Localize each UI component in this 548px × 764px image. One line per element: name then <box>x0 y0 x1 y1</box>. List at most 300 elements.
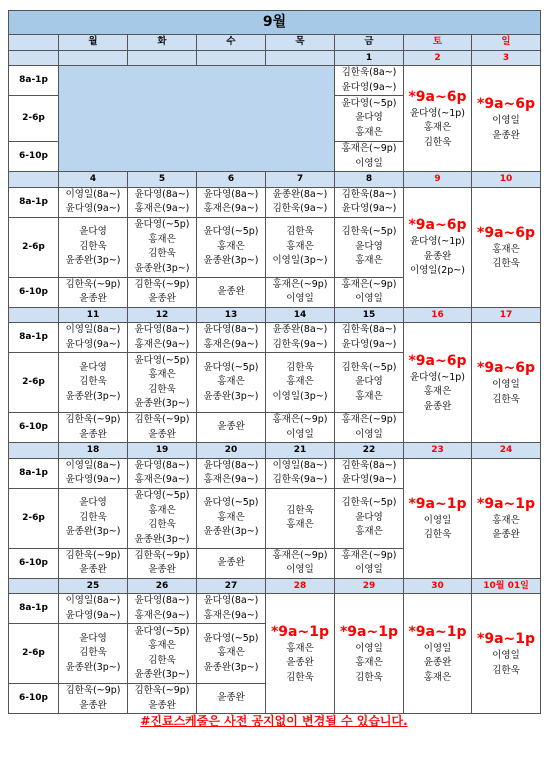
staff-entry: 윤다영 <box>355 112 383 124</box>
staff-entry: 김한욱(~9p) <box>65 549 121 561</box>
staff-entry: 윤다영 <box>79 361 107 373</box>
staff-entry: 윤종완(3p~) <box>65 661 121 673</box>
staff-entry: 윤다영(~1p) <box>410 236 465 248</box>
slot-row-am <box>9 323 541 353</box>
day-slot-cell <box>335 323 404 353</box>
staff-entry: 김한욱(9a~) <box>272 474 328 485</box>
day-slot-cell <box>335 548 404 578</box>
date-cell: 8 <box>335 172 404 188</box>
weekday-header: 일 <box>472 35 541 51</box>
staff-entry: 윤다영(8a~) <box>134 324 190 335</box>
staff-entry: 윤다영(9a~) <box>341 338 397 350</box>
staff-entry: 김한욱(9a~) <box>272 203 328 214</box>
staff-entry: 윤다영(8a~) <box>203 459 259 471</box>
day-slot-cell <box>266 353 335 413</box>
day-slot-cell <box>128 594 197 624</box>
staff-entry: 홍재은 <box>355 126 383 138</box>
time-slot-label: 2-6p <box>9 488 59 548</box>
staff-entry: 김한욱 <box>423 136 452 148</box>
staff-entry: 김한욱 <box>286 671 314 683</box>
staff-entry: 홍재은 <box>286 240 314 252</box>
month-title: 9월 <box>9 11 541 35</box>
date-cell: 10 <box>472 172 541 188</box>
staff-entry: 윤종완 <box>79 428 107 440</box>
date-corner <box>9 443 59 459</box>
staff-entry: 윤다영(~5p) <box>341 97 397 109</box>
staff-entry: 홍재은 <box>355 390 383 402</box>
day-slot-cell <box>59 187 128 217</box>
weekend-hours: *9a~1p <box>477 495 536 512</box>
date-cell <box>59 50 128 66</box>
monthly-schedule-table <box>8 10 541 714</box>
date-cell <box>197 50 266 66</box>
staff-entry: 홍재은(~9p) <box>341 414 397 425</box>
day-slot-cell <box>197 187 266 217</box>
time-slot-label: 8a-1p <box>9 187 59 217</box>
staff-entry: 홍재은(9a~) <box>203 474 259 485</box>
date-cell: 30 <box>404 578 472 594</box>
weekend-day-cell <box>472 323 541 443</box>
day-slot-cell <box>266 277 335 307</box>
staff-entry: 김한욱 <box>286 226 314 238</box>
staff-entry: 이영일 <box>286 428 314 440</box>
day-slot-cell <box>128 624 197 684</box>
title-row <box>9 11 541 35</box>
date-cell: 9 <box>404 172 472 188</box>
staff-entry: 김한욱(~9p) <box>65 685 121 696</box>
day-slot-cell <box>197 217 266 277</box>
day-slot-cell <box>197 488 266 548</box>
day-slot-cell <box>59 277 128 307</box>
staff-entry: 김한욱 <box>148 248 176 259</box>
time-slot-label: 2-6p <box>9 624 59 684</box>
time-slot-label: 6-10p <box>9 142 59 172</box>
staff-entry: 김한욱(8a~) <box>341 459 397 471</box>
staff-entry: 이영일 <box>355 428 383 440</box>
staff-entry: 김한욱 <box>423 529 452 540</box>
staff-entry: 윤다영(8a~) <box>134 459 190 471</box>
day-slot-cell <box>59 323 128 353</box>
staff-entry: 김한욱(~9p) <box>134 685 190 696</box>
staff-entry: 윤다영(8a~) <box>134 595 190 606</box>
day-slot-cell <box>335 488 404 548</box>
staff-entry: 이영일 <box>286 293 314 304</box>
weekday-header: 화 <box>128 35 197 51</box>
time-slot-label: 8a-1p <box>9 458 59 488</box>
time-slot-label: 6-10p <box>9 413 59 443</box>
date-corner <box>9 307 59 323</box>
date-cell: 1 <box>335 50 404 66</box>
date-cell: 12 <box>128 307 197 323</box>
day-slot-cell <box>197 548 266 578</box>
staff-entry: 홍재은 <box>355 255 383 267</box>
staff-entry: 홍재은(~9p) <box>341 278 397 290</box>
staff-entry: 김한욱(8a~) <box>341 67 397 78</box>
staff-entry: 윤종완 <box>423 657 452 669</box>
staff-entry: 김한욱 <box>148 519 176 530</box>
time-slot-label: 2-6p <box>9 217 59 277</box>
staff-entry: 홍재은(~9p) <box>341 549 397 561</box>
staff-entry: 윤다영(~1p) <box>410 107 465 119</box>
time-slot-label: 8a-1p <box>9 66 59 96</box>
staff-entry: 김한욱(~5p) <box>341 361 397 373</box>
staff-entry: 홍재은(~9p) <box>272 414 328 425</box>
date-cell: 28 <box>266 578 335 594</box>
schedule-change-notice: #진료스케줄은 사전 공지없이 변경될 수 있습니다. <box>140 714 408 728</box>
staff-entry: 이영일 <box>492 650 520 661</box>
weekend-day-cell <box>404 323 472 443</box>
staff-entry: 이영일(8a~) <box>65 595 121 606</box>
date-cell: 19 <box>128 443 197 459</box>
staff-entry: 윤종완(3p~) <box>203 255 259 267</box>
date-cell: 21 <box>266 443 335 459</box>
day-slot-cell <box>197 323 266 353</box>
staff-entry: 홍재은(9a~) <box>134 338 190 350</box>
staff-entry: 윤다영(9a~) <box>65 474 121 485</box>
staff-entry: 윤종완 <box>148 293 176 304</box>
day-slot-cell <box>128 413 197 443</box>
staff-entry: 홍재은(9a~) <box>134 609 190 621</box>
staff-entry: 김한욱(~5p) <box>341 497 397 509</box>
slot-row-am <box>9 66 541 96</box>
staff-entry: 김한욱 <box>492 393 520 405</box>
previous-month-blank <box>59 66 335 172</box>
staff-entry: 윤종완(3p~) <box>134 533 190 545</box>
date-cell: 17 <box>472 307 541 323</box>
staff-entry: 이영일 <box>492 115 520 126</box>
staff-entry: 윤다영(~5p) <box>203 497 259 509</box>
day-slot-cell <box>128 458 197 488</box>
staff-entry: 윤다영 <box>79 226 107 238</box>
staff-entry: 김한욱 <box>492 258 520 269</box>
staff-entry: 이영일 <box>355 642 383 654</box>
staff-entry: 윤종완(3p~) <box>134 398 190 409</box>
staff-entry: 윤종완(3p~) <box>65 526 121 538</box>
day-slot-cell <box>335 458 404 488</box>
weekend-hours: *9a~6p <box>408 88 467 105</box>
day-slot-cell <box>266 458 335 488</box>
staff-entry: 김한욱(~9p) <box>134 549 190 561</box>
day-slot-cell <box>128 684 197 714</box>
staff-entry: 윤종완 <box>217 421 245 433</box>
staff-entry: 홍재은(9a~) <box>203 203 259 214</box>
time-slot-label: 8a-1p <box>9 594 59 624</box>
day-slot-cell <box>59 217 128 277</box>
staff-entry: 윤다영(~5p) <box>203 361 259 373</box>
staff-entry: 홍재은(9a~) <box>203 338 259 350</box>
slot-row-am <box>9 594 541 624</box>
staff-entry: 윤다영(9a~) <box>341 474 397 485</box>
staff-entry: 윤다영(8a~) <box>203 595 259 606</box>
weekend-day-cell <box>404 66 472 172</box>
day-slot-cell <box>128 353 197 413</box>
staff-entry: 홍재은 <box>148 640 176 651</box>
weekend-hours: *9a~6p <box>408 352 467 369</box>
day-slot-cell <box>266 413 335 443</box>
day-slot-cell <box>197 413 266 443</box>
staff-entry: 홍재은(~9p) <box>272 549 328 561</box>
staff-entry: 홍재은 <box>148 504 176 516</box>
slot-row-am <box>9 187 541 217</box>
weekend-hours: *9a~6p <box>477 96 536 112</box>
day-slot-cell <box>59 413 128 443</box>
staff-entry: 홍재은(9a~) <box>134 203 190 214</box>
staff-entry: 윤다영(~5p) <box>134 625 190 637</box>
weekend-day-cell <box>404 187 472 307</box>
staff-entry: 김한욱(~9p) <box>134 414 190 425</box>
staff-entry: 윤다영(8a~) <box>134 188 190 200</box>
staff-entry: 윤종완(3p~) <box>203 390 259 402</box>
date-cell: 20 <box>197 443 266 459</box>
staff-entry: 홍재은 <box>355 526 383 538</box>
staff-entry: 이영일 <box>492 379 520 390</box>
weekday-header: 토 <box>404 35 472 51</box>
staff-entry: 홍재은 <box>148 233 176 245</box>
staff-entry: 이영일(8a~) <box>65 324 121 335</box>
staff-entry: 김한욱 <box>286 504 314 516</box>
date-cell: 26 <box>128 578 197 594</box>
time-slot-label: 8a-1p <box>9 323 59 353</box>
date-cell: 22 <box>335 443 404 459</box>
staff-entry: 이영일(2p~) <box>410 265 465 277</box>
staff-entry: 홍재은(~9p) <box>341 143 397 154</box>
staff-entry: 홍재은 <box>217 511 245 523</box>
day-slot-cell <box>59 548 128 578</box>
weekend-hours: *9a~6p <box>408 217 467 234</box>
day-slot-cell <box>266 187 335 217</box>
time-slot-label: 6-10p <box>9 277 59 307</box>
weekday-header: 월 <box>59 35 128 51</box>
staff-entry: 이영일(8a~) <box>272 459 328 471</box>
date-cell: 29 <box>335 578 404 594</box>
date-row <box>9 578 541 594</box>
staff-entry: 김한욱 <box>79 240 107 252</box>
day-slot-cell <box>128 488 197 548</box>
staff-entry: 김한욱 <box>79 511 107 523</box>
day-slot-cell <box>335 142 404 172</box>
date-row <box>9 50 541 66</box>
date-row <box>9 443 541 459</box>
day-slot-cell <box>335 353 404 413</box>
weekday-header: 목 <box>266 35 335 51</box>
date-cell: 2 <box>404 50 472 66</box>
weekday-header: 금 <box>335 35 404 51</box>
time-slot-label: 2-6p <box>9 96 59 142</box>
staff-entry: 윤종완 <box>217 692 245 704</box>
staff-entry: 홍재은 <box>286 519 314 530</box>
staff-entry: 윤다영(9a~) <box>65 609 121 621</box>
date-cell: 6 <box>197 172 266 188</box>
staff-entry: 윤다영 <box>355 511 383 523</box>
staff-entry: 윤종완 <box>148 428 176 440</box>
date-corner <box>9 172 59 188</box>
staff-entry: 홍재은(~9p) <box>272 278 328 290</box>
day-slot-cell <box>335 277 404 307</box>
staff-entry: 윤종완 <box>217 285 245 297</box>
corner-cell <box>9 35 59 51</box>
staff-entry: 홍재은 <box>492 514 520 526</box>
date-cell: 14 <box>266 307 335 323</box>
day-slot-cell <box>128 548 197 578</box>
weekend-hours: *9a~1p <box>408 623 467 640</box>
day-slot-cell <box>197 594 266 624</box>
staff-entry: 이영일 <box>423 514 452 526</box>
staff-entry: 윤다영(9a~) <box>65 338 121 350</box>
staff-entry: 홍재은 <box>148 369 176 380</box>
staff-entry: 윤종완(3p~) <box>134 669 190 680</box>
staff-entry: 이영일(3p~) <box>272 390 328 402</box>
staff-entry: 윤종완(3p~) <box>203 661 259 673</box>
staff-entry: 김한욱 <box>148 383 176 395</box>
staff-entry: 윤종완 <box>79 699 107 711</box>
date-cell: 3 <box>472 50 541 66</box>
staff-entry: 윤종완 <box>148 699 176 711</box>
date-cell: 16 <box>404 307 472 323</box>
staff-entry: 이영일 <box>355 293 383 304</box>
date-cell: 4 <box>59 172 128 188</box>
day-slot-cell <box>197 624 266 684</box>
weekend-hours: *9a~1p <box>339 623 398 640</box>
staff-entry: 홍재은(9a~) <box>203 609 259 621</box>
staff-entry: 이영일 <box>286 564 314 575</box>
day-slot-cell <box>266 323 335 353</box>
staff-entry: 윤다영(~5p) <box>203 226 259 238</box>
staff-entry: 윤종완(3p~) <box>65 255 121 267</box>
staff-entry: 홍재은 <box>217 647 245 659</box>
day-slot-cell <box>197 684 266 714</box>
staff-entry: 윤다영 <box>79 497 107 509</box>
staff-entry: 홍재은 <box>423 386 452 398</box>
day-slot-cell <box>59 458 128 488</box>
weekend-day-cell <box>404 458 472 578</box>
staff-entry: 윤종완(3p~) <box>134 262 190 274</box>
staff-entry: 윤다영(9a~) <box>341 81 397 93</box>
date-cell: 27 <box>197 578 266 594</box>
staff-entry: 김한욱 <box>79 647 107 659</box>
time-slot-label: 2-6p <box>9 353 59 413</box>
staff-entry: 윤다영(~1p) <box>410 371 465 383</box>
staff-entry: 김한욱 <box>355 671 383 683</box>
staff-entry: 홍재은 <box>286 376 314 388</box>
day-slot-cell <box>59 684 128 714</box>
staff-entry: 윤종완(8a~) <box>272 324 328 335</box>
day-slot-cell <box>266 488 335 548</box>
staff-entry: 김한욱 <box>79 376 107 388</box>
staff-entry: 홍재은 <box>217 376 245 388</box>
day-slot-cell <box>128 323 197 353</box>
day-slot-cell <box>197 458 266 488</box>
weekend-day-cell <box>472 187 541 307</box>
staff-entry: 홍재은 <box>492 243 520 255</box>
weekend-day-cell <box>472 66 541 172</box>
date-cell: 11 <box>59 307 128 323</box>
staff-entry: 홍재은 <box>423 671 452 683</box>
day-slot-cell <box>128 187 197 217</box>
staff-entry: 윤다영(9a~) <box>65 203 121 214</box>
date-cell: 15 <box>335 307 404 323</box>
day-slot-cell <box>59 594 128 624</box>
date-row <box>9 172 541 188</box>
day-slot-cell <box>59 353 128 413</box>
weekend-day-cell <box>472 458 541 578</box>
day-slot-cell <box>59 488 128 548</box>
date-cell: 10월 01일 <box>472 578 541 594</box>
date-corner <box>9 578 59 594</box>
staff-entry: 이영일 <box>355 157 383 169</box>
date-cell: 13 <box>197 307 266 323</box>
date-cell: 7 <box>266 172 335 188</box>
weekday-header-row <box>9 35 541 51</box>
weekend-day-cell <box>404 594 472 714</box>
day-slot-cell <box>197 277 266 307</box>
staff-entry: 윤다영(~5p) <box>203 632 259 644</box>
staff-entry: 윤다영 <box>355 240 383 252</box>
date-corner <box>9 50 59 66</box>
staff-entry: 윤다영(9a~) <box>341 203 397 214</box>
staff-entry: 홍재은 <box>217 240 245 252</box>
staff-entry: 윤종완 <box>492 129 520 141</box>
weekend-hours: *9a~1p <box>408 495 467 512</box>
day-slot-cell <box>197 353 266 413</box>
staff-entry: 윤다영(~5p) <box>134 219 190 230</box>
staff-entry: 윤종완 <box>492 529 520 540</box>
staff-entry: 윤종완 <box>423 250 452 262</box>
day-slot-cell <box>59 624 128 684</box>
date-cell: 25 <box>59 578 128 594</box>
date-cell: 18 <box>59 443 128 459</box>
staff-entry: 이영일 <box>423 642 452 654</box>
staff-entry: 김한욱 <box>492 664 520 676</box>
date-cell: 5 <box>128 172 197 188</box>
weekend-hours: *9a~1p <box>270 623 329 640</box>
staff-entry: 윤종완(3p~) <box>203 526 259 538</box>
staff-entry: 윤다영 <box>355 376 383 388</box>
slot-row-am <box>9 458 541 488</box>
day-slot-cell <box>335 187 404 217</box>
staff-entry: 김한욱(~9p) <box>65 278 121 290</box>
staff-entry: 윤종완 <box>79 564 107 575</box>
day-slot-cell <box>335 217 404 277</box>
weekday-header: 수 <box>197 35 266 51</box>
staff-entry: 김한욱(~5p) <box>341 226 397 238</box>
date-cell <box>128 50 197 66</box>
staff-entry: 윤종완 <box>286 657 314 669</box>
staff-entry: 홍재은(9a~) <box>134 474 190 485</box>
time-slot-label: 6-10p <box>9 548 59 578</box>
date-cell <box>266 50 335 66</box>
day-slot-cell <box>128 217 197 277</box>
staff-entry: 윤종완 <box>148 564 176 575</box>
weekend-hours: *9a~6p <box>477 224 536 241</box>
staff-entry: 홍재은 <box>423 122 452 134</box>
weekend-day-cell <box>472 594 541 714</box>
day-slot-cell <box>128 277 197 307</box>
staff-entry: 윤종완 <box>217 556 245 568</box>
weekend-day-cell <box>335 594 404 714</box>
staff-entry: 윤종완(3p~) <box>65 390 121 402</box>
staff-entry: 김한욱(~9p) <box>134 278 190 290</box>
staff-entry: 김한욱(8a~) <box>341 188 397 200</box>
staff-entry: 이영일(8a~) <box>65 188 121 200</box>
date-cell: 24 <box>472 443 541 459</box>
weekend-day-cell <box>266 594 335 714</box>
staff-entry: 김한욱(8a~) <box>341 324 397 335</box>
staff-entry: 윤다영 <box>79 632 107 644</box>
staff-entry: 윤다영(8a~) <box>203 188 259 200</box>
staff-entry: 윤다영(~5p) <box>134 490 190 501</box>
staff-entry: 김한욱(~9p) <box>65 414 121 425</box>
staff-entry: 김한욱(9a~) <box>272 338 328 350</box>
